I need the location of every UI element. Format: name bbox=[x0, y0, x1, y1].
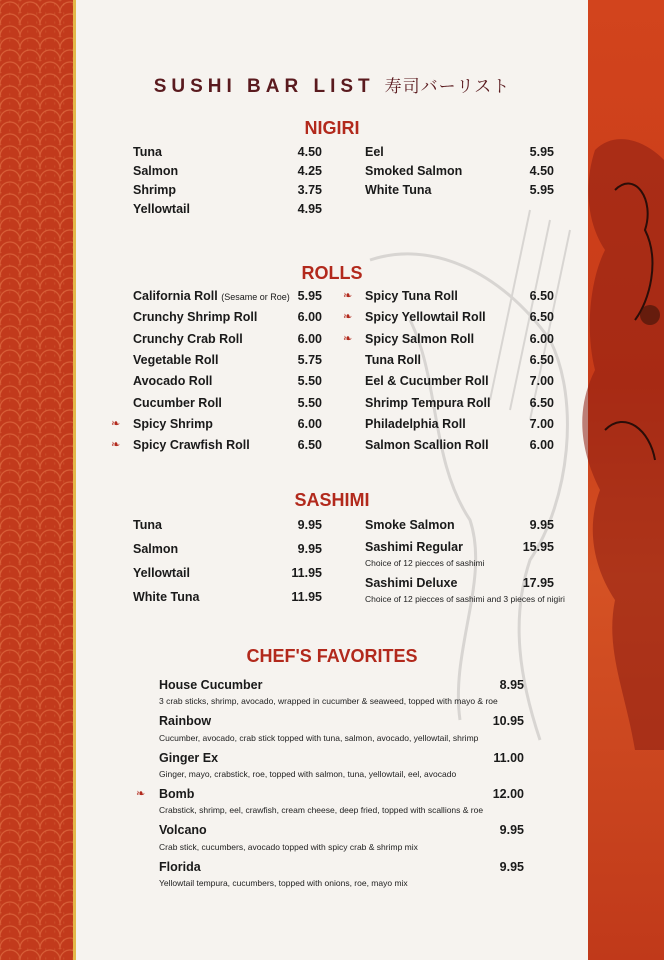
menu-item-price: 12.00 bbox=[492, 787, 524, 801]
menu-item-name: Bomb bbox=[159, 787, 195, 801]
menu-item-description: Choice of 12 piecces of sashimi bbox=[365, 558, 485, 568]
menu-item-name: Spicy Tuna Roll bbox=[365, 289, 458, 303]
menu-item-description: Yellowtail tempura, cucumbers, topped with onions, roe, mayo mix bbox=[159, 878, 408, 888]
menu-item-name: Vegetable Roll bbox=[133, 353, 219, 367]
nigiri-heading: NIGIRI bbox=[304, 118, 360, 138]
menu-item-name: Tuna bbox=[133, 145, 162, 159]
menu-item-name: Eel bbox=[365, 145, 384, 159]
menu-item-price: 6.00 bbox=[297, 310, 322, 324]
menu-item-name: Rainbow bbox=[159, 714, 212, 728]
chili-pepper-icon: ❧ bbox=[343, 290, 353, 302]
menu-item-name: Smoked Salmon bbox=[365, 164, 463, 178]
horse-sketch-illustration bbox=[350, 200, 600, 760]
menu-item-price: 6.50 bbox=[297, 438, 322, 452]
menu-item-price: 6.50 bbox=[529, 310, 554, 324]
menu-item-name: Shrimp bbox=[133, 183, 177, 197]
menu-item-price: 9.95 bbox=[297, 518, 322, 532]
menu-item-price: 9.95 bbox=[529, 518, 554, 532]
menu-item-price: 5.95 bbox=[529, 145, 554, 159]
menu-item-name: Eel & Cucumber Roll bbox=[365, 374, 489, 388]
menu-item-name: Avocado Roll bbox=[133, 374, 213, 388]
menu-item-price: 6.00 bbox=[297, 332, 322, 346]
menu-item-description: Ginger, mayo, crabstick, roe, topped with salmon, tuna, yellowtail, eel, avocado bbox=[159, 769, 457, 779]
menu-item-price: 6.00 bbox=[297, 417, 322, 431]
menu-item-description: 3 crab sticks, shrimp, avocado, wrapped in cucumber & seaweed, topped with mayo & roe bbox=[159, 696, 498, 706]
menu-item-price: 5.50 bbox=[297, 396, 322, 410]
menu-item-name: Salmon Scallion Roll bbox=[365, 438, 489, 452]
menu-item-name: Spicy Salmon Roll bbox=[365, 332, 475, 346]
menu-item-name: Spicy Crawfish Roll bbox=[133, 438, 250, 452]
menu-item-price: 4.95 bbox=[297, 202, 322, 216]
left-wave-border bbox=[0, 0, 74, 960]
menu-item-price: 5.95 bbox=[297, 289, 322, 303]
chili-pepper-icon: ❧ bbox=[111, 439, 121, 451]
menu-item-price: 8.95 bbox=[499, 678, 524, 692]
gold-divider-line bbox=[73, 0, 76, 960]
menu-item-price: 7.00 bbox=[529, 374, 554, 388]
rolls-heading: ROLLS bbox=[301, 263, 363, 283]
menu-item-name: Yellowtail bbox=[133, 566, 190, 580]
menu-item-price: 11.95 bbox=[291, 566, 322, 580]
menu-item-price: 3.75 bbox=[297, 183, 322, 197]
chili-pepper-icon: ❧ bbox=[136, 788, 146, 800]
menu-item-price: 6.50 bbox=[529, 396, 554, 410]
menu-item-name: Salmon bbox=[133, 542, 179, 556]
menu-item-price: 9.95 bbox=[499, 860, 524, 874]
menu-item-price: 9.95 bbox=[297, 542, 322, 556]
menu-item-name: Salmon bbox=[133, 164, 179, 178]
chili-pepper-icon: ❧ bbox=[343, 333, 353, 345]
menu-item-name: Spicy Yellowtail Roll bbox=[365, 310, 486, 324]
menu-item-name: Philadelphia Roll bbox=[365, 417, 466, 431]
menu-item-price: 4.25 bbox=[297, 164, 322, 178]
menu-item-name: White Tuna bbox=[365, 183, 432, 197]
menu-item-price: 6.00 bbox=[529, 332, 554, 346]
item-name-text: California Roll bbox=[133, 289, 218, 303]
menu-item-name: Shrimp Tempura Roll bbox=[365, 396, 491, 410]
chili-pepper-icon: ❧ bbox=[111, 418, 121, 430]
menu-item-price: 10.95 bbox=[492, 714, 524, 728]
chefs-favorites-heading: CHEF'S FAVORITES bbox=[246, 646, 418, 666]
menu-item-price: 11.95 bbox=[291, 590, 322, 604]
menu-item-description: Choice of 12 piecces of sashimi and 3 pieces of nigiri bbox=[365, 594, 565, 604]
menu-item-name: Yellowtail bbox=[133, 202, 190, 216]
menu-item-name: Sashimi Deluxe bbox=[365, 576, 458, 590]
menu-item-description: Crabstick, shrimp, eel, crawfish, cream cheese, deep fried, topped with scallions & roe bbox=[159, 805, 484, 815]
menu-item-name: Tuna bbox=[133, 518, 162, 532]
menu-item-price: 5.95 bbox=[529, 183, 554, 197]
menu-title-text: SUSHI BAR LIST bbox=[153, 76, 375, 97]
menu-item-price: 6.50 bbox=[529, 289, 554, 303]
menu-item-price: 11.00 bbox=[493, 751, 524, 765]
menu-item-name: Crunchy Crab Roll bbox=[133, 332, 243, 346]
menu-item-name: Ginger Ex bbox=[159, 751, 219, 765]
menu-item-description: Crab stick, cucumbers, avocado topped with spicy crab & shrimp mix bbox=[159, 842, 418, 852]
menu-item-name: Volcano bbox=[159, 823, 207, 837]
item-note: (Sesame or Roe) bbox=[221, 292, 290, 302]
menu-item-name: Spicy Shrimp bbox=[133, 417, 213, 431]
menu-item-name: Sashimi Regular bbox=[365, 540, 463, 554]
menu-item-price: 9.95 bbox=[499, 823, 524, 837]
menu-item-description: Cucumber, avocado, crab stick topped with tuna, salmon, avocado, yellowtail, shrimp bbox=[159, 733, 479, 743]
menu-item-name: Crunchy Shrimp Roll bbox=[133, 310, 258, 324]
menu-item-name: Smoke Salmon bbox=[365, 518, 455, 532]
sashimi-heading: SASHIMI bbox=[294, 490, 370, 510]
menu-item-price: 7.00 bbox=[529, 417, 554, 431]
menu-item-price: 17.95 bbox=[522, 576, 554, 590]
menu-item-name: House Cucumber bbox=[159, 678, 263, 692]
menu-item-name: Florida bbox=[159, 860, 201, 874]
menu-item-price: 4.50 bbox=[529, 164, 554, 178]
menu-title-japanese: 寿司バーリスト bbox=[384, 77, 511, 96]
menu-item-name: White Tuna bbox=[133, 590, 200, 604]
menu-item-price: 5.75 bbox=[297, 353, 322, 367]
menu-item-name: Tuna Roll bbox=[365, 353, 422, 367]
menu-item-price: 5.50 bbox=[297, 374, 322, 388]
menu-item-name bbox=[133, 289, 290, 303]
menu-item-price: 15.95 bbox=[522, 540, 554, 554]
chili-pepper-icon: ❧ bbox=[343, 311, 353, 323]
menu-item-price: 6.00 bbox=[529, 438, 554, 452]
menu-item-name: Cucumber Roll bbox=[133, 396, 222, 410]
menu-item-price: 6.50 bbox=[529, 353, 554, 367]
menu-item-price: 4.50 bbox=[297, 145, 322, 159]
menu-title bbox=[0, 72, 664, 98]
